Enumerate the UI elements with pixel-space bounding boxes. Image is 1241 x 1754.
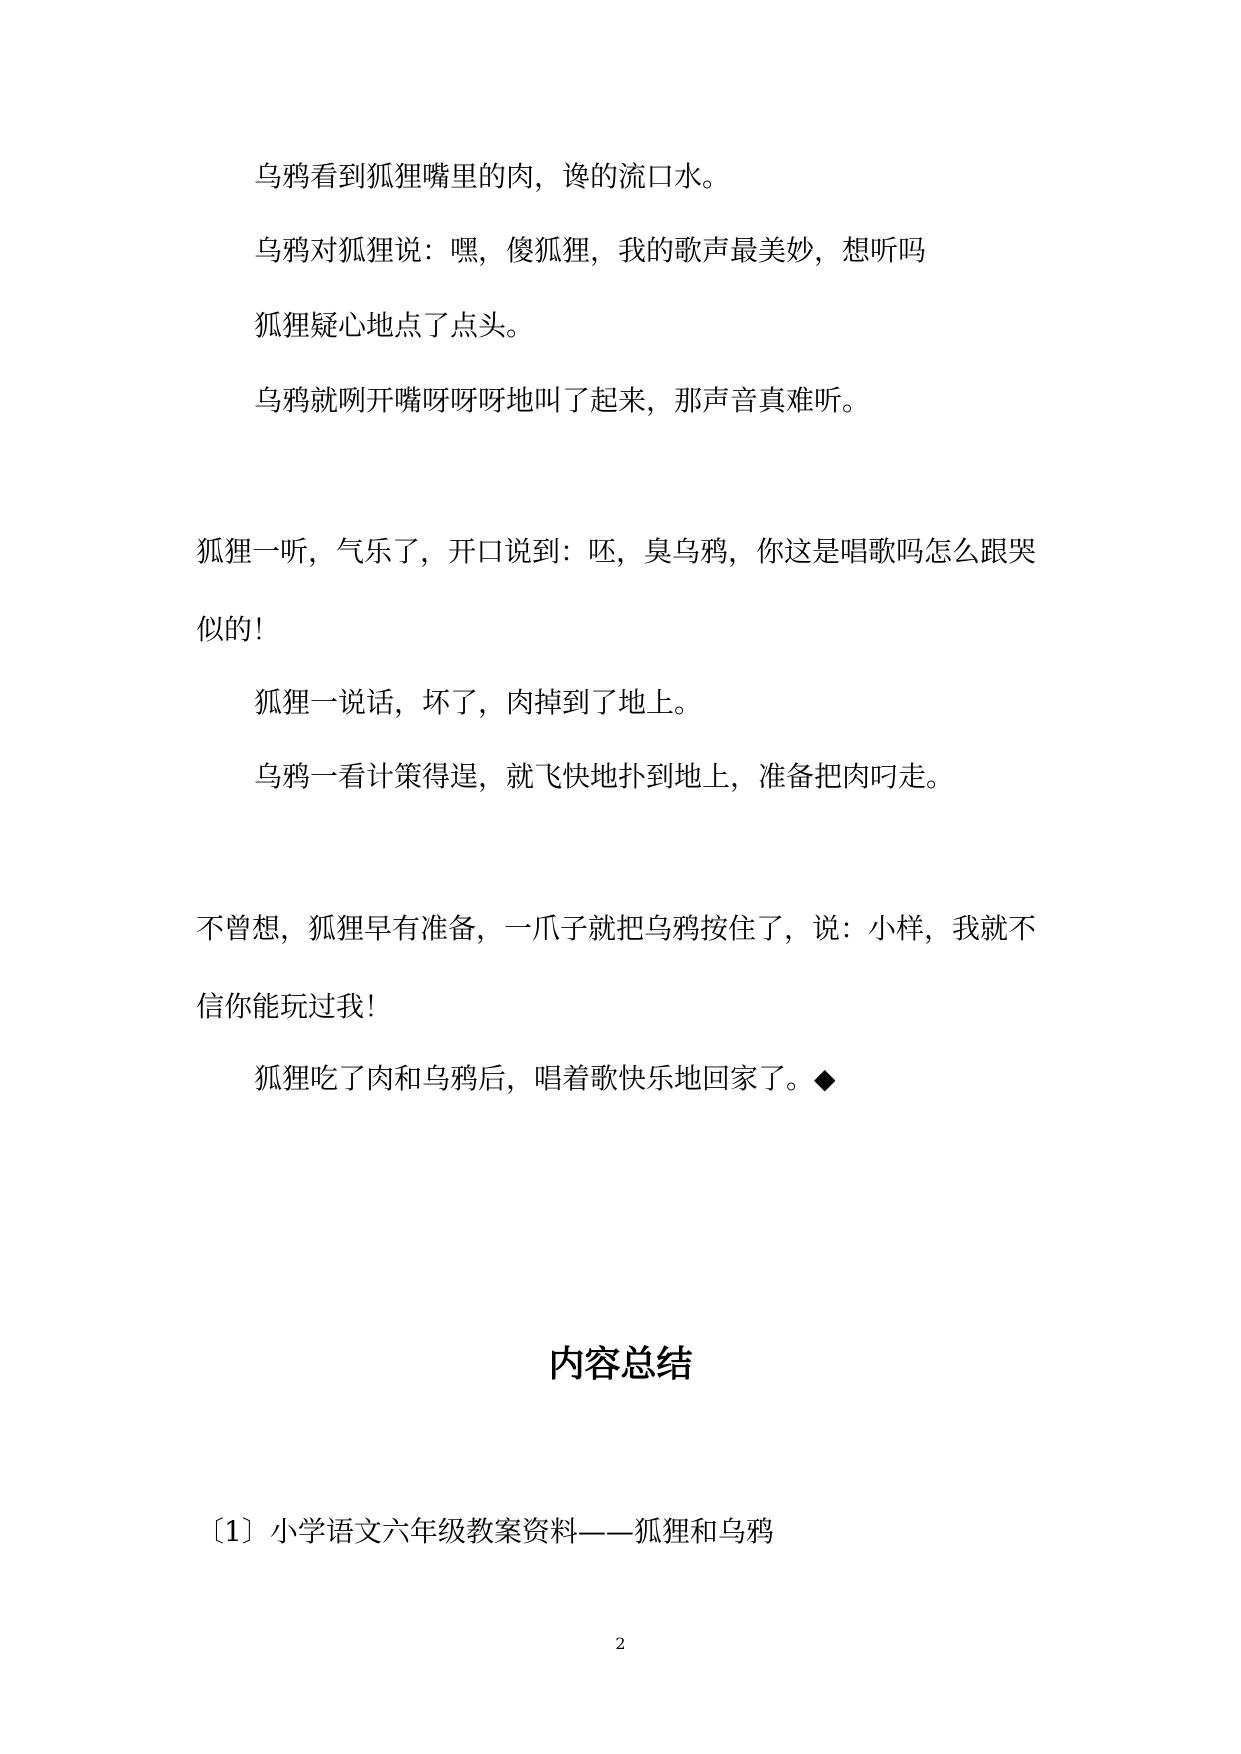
paragraph-4: 乌鸦就咧开嘴呀呀呀地叫了起来，那声音真难听。	[254, 384, 871, 417]
paragraph-8: 不曾想，狐狸早有准备，一爪子就把乌鸦按住了，说：小样，我就不信你能玩过我！	[196, 912, 1037, 1023]
paragraph-6: 狐狸一说话，坏了，肉掉到了地上。	[254, 686, 703, 719]
paragraph-2: 乌鸦对狐狸说：嘿，傻狐狸，我的歌声最美妙，想听吗	[254, 234, 927, 267]
summary-item-1: 〔1〕小学语文六年级教案资料——狐狸和乌鸦	[196, 1515, 774, 1548]
paragraph-3: 狐狸疑心地点了点头。	[254, 309, 535, 342]
paragraph-7: 乌鸦一看计策得逞，就飞快地扑到地上，准备把肉叼走。	[254, 760, 955, 793]
paragraph-1: 乌鸦看到狐狸嘴里的肉，谗的流口水。	[254, 160, 731, 193]
paragraph-5: 狐狸一听，气乐了，开口说到：呸，臭乌鸦，你这是唱歌吗怎么跟哭似的！	[196, 535, 1037, 646]
summary-heading: 内容总结	[548, 1344, 693, 1385]
paragraph-9: 狐狸吃了肉和乌鸦后，唱着歌快乐地回家了。◆	[254, 1062, 836, 1095]
page-number: 2	[615, 1634, 626, 1653]
